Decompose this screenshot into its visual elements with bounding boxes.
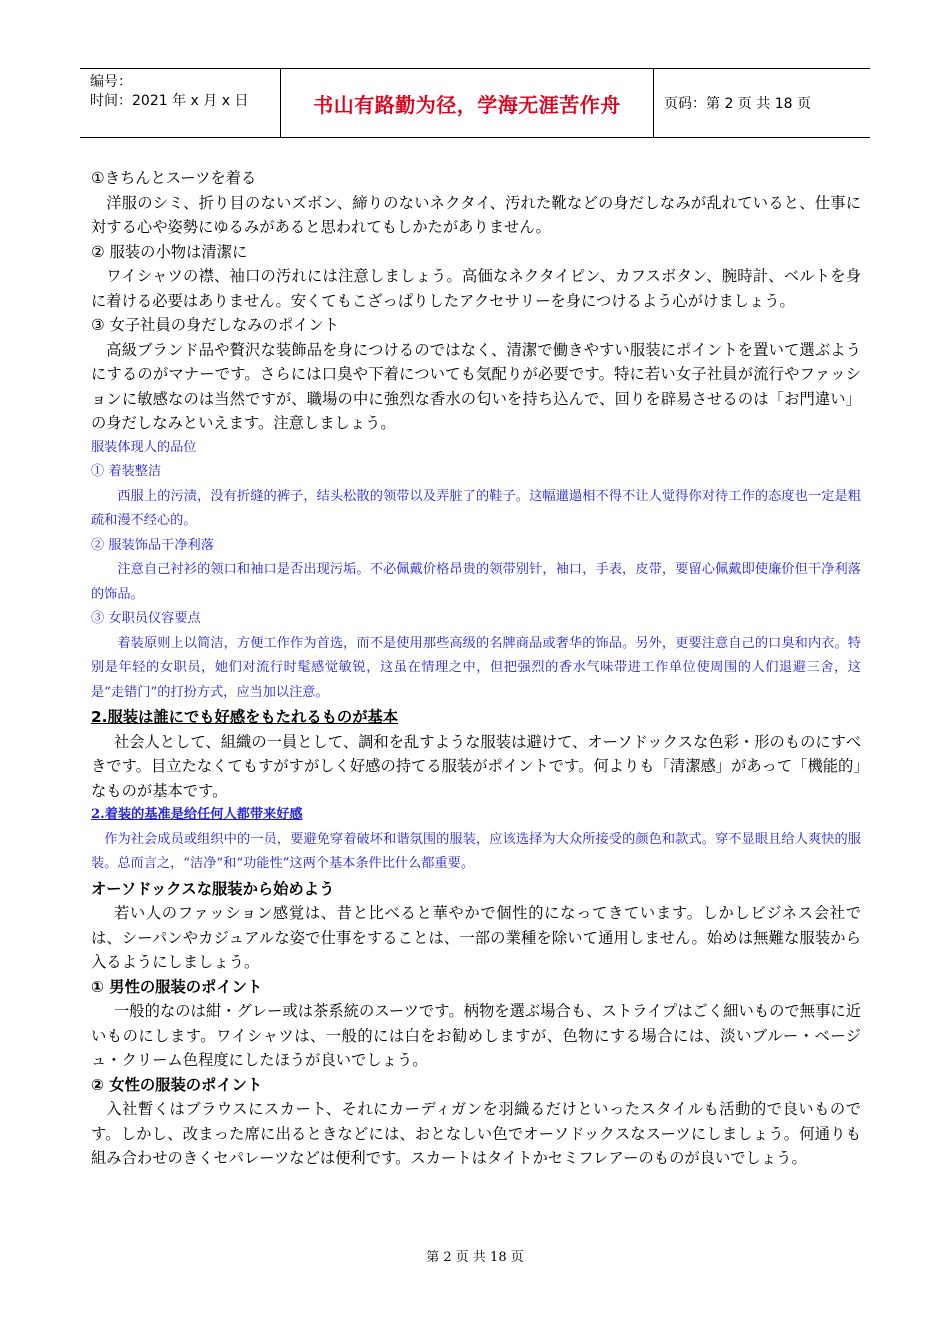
document-body	[91, 166, 861, 1171]
paragraph: 社会人として、組織の一員として、調和を乱すような服装は避けて、オーソドックスな色彩・形のものにすべきです。目立たなくてもすがすがしく好感の持てる服装がポイントです。何よりも「清潔感」があって「機能的」なものが基本です。	[91, 732, 861, 800]
cn-section-title: ③ 女职员仪容要点	[91, 611, 201, 626]
paragraph: 一般的なのは紺・グレー或は茶系統のスーツです。柄物を選ぶ場合も、ストライプはごく細いもので無事に近いものにします。ワイシャツは、一般的には白をお勧めしますが、色物にする場合には、淡いブルー・ベージュ・クリーム色程度にしたほうが良いでしょう。	[91, 1002, 861, 1069]
header-meta	[80, 69, 280, 137]
section-heading: 2.服装は誰にでも好感をもたれるものが基本	[91, 708, 399, 726]
cn-paragraph: 着装原则上以简洁，方便工作作为首选，而不是使用那些高级的名牌商品或奢华的饰品。另外，更要注意自己的口臭和内衣。特别是年轻的女职员，她们对流行时髦感觉敏锐，这虽在情理之中，但把强烈的香水气味带进工作单位使周围的人们退避三舍，这是“走错门”的打扮方式，应当加以注意。	[91, 635, 861, 700]
cn-heading: 服装体现人的品位	[91, 439, 197, 455]
paragraph: 若い人のファッション感覚は、昔と比べると華やかで個性的になってきています。しかしビジネス会社では、シーパンやカジュアルな姿で仕事をすることは、一部の業種を除いて通用しません。始めは無難な服装から入るようにしましょう。	[91, 904, 861, 971]
paragraph: 入社暫くはブラウスにスカート、それにカーディガンを羽織るだけといったスタイルも活動的で良いものです。しかし、改まった席に出るときなどには、おとなしい色でオーソドックスなスーツにしましょう。何通りも組み合わせのきくセパレーツなどは便利です。スカートはタイトかセミフレアーのものが良いでしょう。	[91, 1100, 861, 1167]
section-heading: オーソドックスな服装から始めよう	[91, 879, 335, 898]
section-title: ② 服装の小物は清潔に	[91, 242, 248, 261]
cn-paragraph: 注意自己衬衫的领口和袖口是否出现污垢。不必佩戴价格昂贵的领带别针，袖口，手表，皮带，要留心佩戴即使廉价但干净利落的饰品。	[91, 562, 861, 602]
cn-section-title: ① 着装整洁	[91, 464, 162, 479]
number-label: 编号：	[90, 74, 132, 90]
header-motto-cell	[280, 69, 654, 137]
section-heading: ① 男性の服装のポイント	[91, 977, 263, 996]
paragraph: 洋服のシミ、折り目のないズボン、締りのないネクタイ、汚れた靴などの身だしなみが乱れていると、仕事に対する心や姿勢にゆるみがあると思われてもしかたがありません。	[91, 193, 861, 236]
header-table	[80, 68, 870, 138]
section-title: ①きちんとスーツを着る	[91, 169, 257, 187]
section-heading: ② 女性の服装のポイント	[91, 1075, 263, 1094]
page-footer: 第 2 页 共 18 页	[426, 1250, 524, 1265]
cn-section-title: ② 服装饰品干净利落	[91, 537, 214, 553]
cn-section-heading: 2.着装的基准是给任何人都带来好感	[91, 807, 303, 822]
paragraph: ワイシャツの襟、袖口の汚れには注意しましょう。高価なネクタイピン、カフスボタン、腕時計、ベルトを身に着ける必要はありません。安くてもこざっぱりしたアクセサリーを身につけるよう心がけましょう。	[91, 267, 861, 310]
cn-paragraph: 作为社会成员或组织中的一员，要避免穿着破坏和谐氛围的服装，应该选择为大众所接受的颜色和款式。穿不显眼且给人爽快的服装。总而言之，“洁净”和“功能性”这两个基本条件比什么都重要。	[91, 831, 861, 871]
paragraph: 高級ブランド品や贅沢な装飾品を身につけるのではなく、清潔で働きやすい服装にポイントを置いて選ぶようにするのがマナーです。さらには口臭や下着についても気配りが必要です。特に若い女子社員が流行やファッションに敏感なのは当然ですが、職場の中に強烈な香水の匂いを持ち込んで、回りを辟易させるのは「お門違い」の身だしなみといえます。注意しましょう。	[91, 340, 861, 432]
time-label: 时间：2021 年 x 月 x 日	[90, 93, 249, 109]
motto: 书山有路勤为径，学海无涯苦作舟	[313, 92, 621, 117]
section-title: ③ 女子社員の身だしなみのポイント	[91, 316, 340, 334]
page-info: 页码：第 2 页 共 18 页	[664, 96, 811, 112]
cn-paragraph: 西服上的污渍，没有折缝的裤子，结头松散的领带以及弄脏了的鞋子。这幅邋遢相不得不让人觉得你对待工作的态度也一定是粗疏和漫不经心的。	[91, 488, 861, 528]
